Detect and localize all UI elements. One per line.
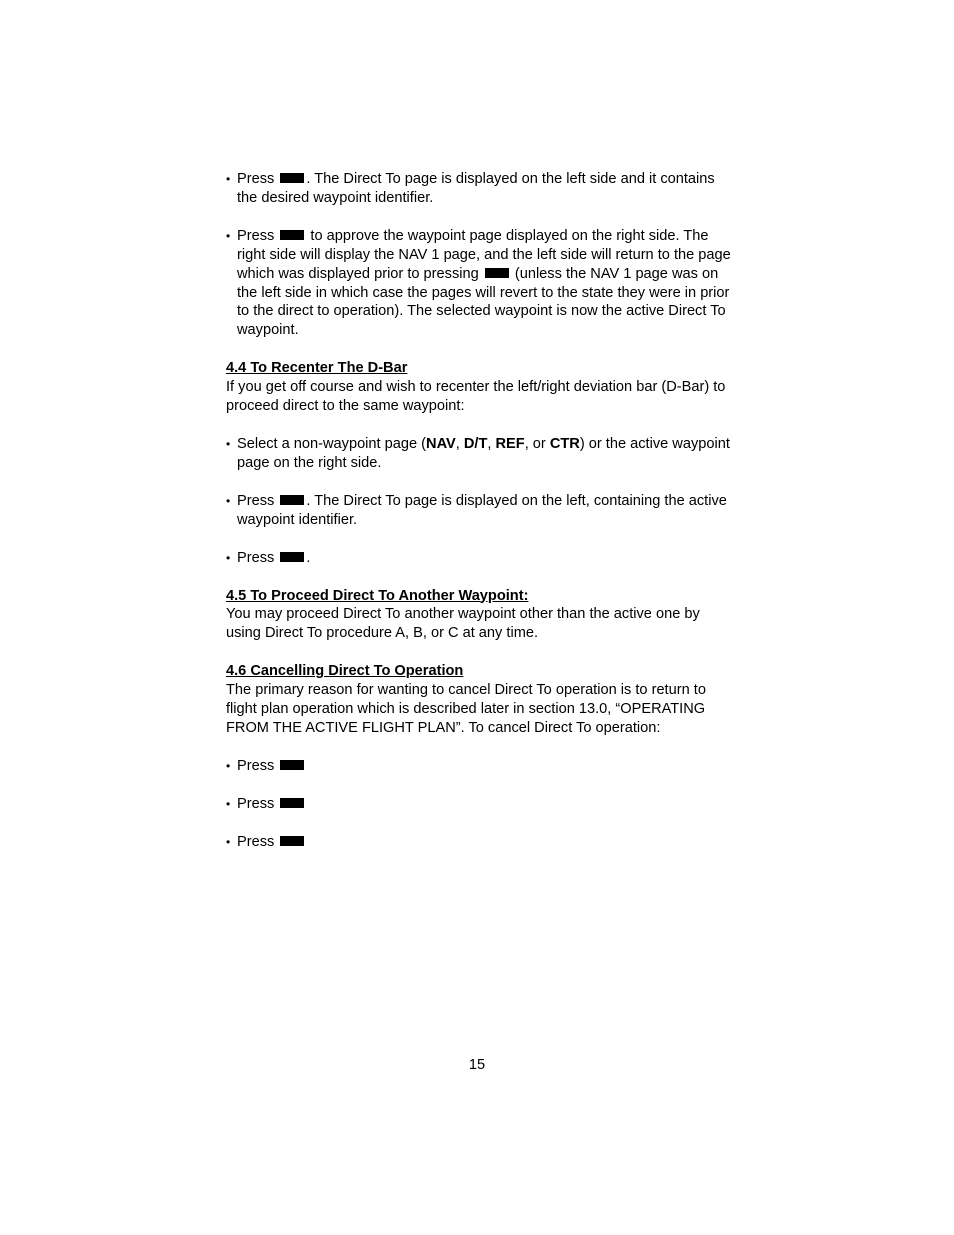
press-label: Press	[237, 227, 275, 244]
bullet-dot: •	[226, 834, 231, 849]
enter-key-icon	[280, 552, 304, 562]
direct-to-key-icon	[280, 173, 304, 183]
section-heading-4-6: 4.6 Cancelling Direct To Operation	[226, 663, 464, 680]
separator: ,	[487, 435, 496, 452]
press-label: Press	[237, 757, 275, 774]
bullet-dot: •	[226, 758, 231, 773]
bullet-dot: •	[226, 436, 231, 451]
bullet-press-key-1	[226, 757, 738, 776]
bullet-press-enter	[226, 227, 738, 340]
bullet-dot: •	[226, 493, 231, 508]
bullet-text: . The Direct To page is displayed on the left side and it contains the desired waypoint identifier.	[237, 171, 715, 206]
section-heading-4-4: 4.4 To Recenter The D-Bar	[226, 360, 408, 377]
bullet-text: . The Direct To page is displayed on the left, containing the active waypoint identifier.	[237, 492, 727, 528]
bullet-dot: •	[226, 228, 231, 243]
direct-to-key-icon	[485, 268, 509, 278]
press-label: Press	[237, 492, 275, 509]
bullet-text-suffix: ) or the active waypoint page on the right side.	[237, 435, 730, 471]
separator: , or	[524, 435, 550, 452]
bullet-press-key-2	[226, 795, 738, 814]
page-number: 15	[468, 1057, 486, 1073]
bullet-text: .	[306, 549, 311, 566]
enter-key-icon	[280, 230, 304, 240]
bullet-dot: •	[226, 550, 231, 565]
section-heading-4-5: 4.5 To Proceed Direct To Another Waypoint:	[226, 587, 529, 604]
bullet-text: to approve the waypoint page displayed on the right side. The right side will display the NAV 1 page, and the left side will return to the page which was displayed prior to pressing	[237, 227, 731, 282]
bullet-text-prefix: Select a non-waypoint page (	[237, 435, 427, 452]
press-label: Press	[237, 795, 275, 812]
section-4-6-body: The primary reason for wanting to cancel Direct To operation is to return to flight plan operation which is described later in section 13.0, “OPERATING FROM THE ACTIVE FLIGHT PLAN”. To cancel Direct To operation:	[226, 682, 706, 736]
key-icon	[280, 836, 304, 846]
press-label: Press	[237, 549, 275, 566]
direct-to-key-icon	[280, 495, 304, 505]
press-label: Press	[237, 171, 275, 187]
dt-label: D/T	[463, 435, 488, 452]
nav-label: NAV	[426, 435, 456, 452]
bullet-press-direct-to	[226, 170, 738, 208]
ctr-label: CTR	[549, 435, 580, 452]
bullet-select-page	[226, 435, 738, 473]
section-4-5-body: You may proceed Direct To another waypoint other than the active one by using Direct To procedure A, B, or C at any time.	[226, 606, 700, 642]
manual-page	[226, 170, 738, 852]
key-icon	[280, 798, 304, 808]
bullet-dot: •	[226, 796, 231, 811]
bullet-text-continued: (unless the NAV 1 page was on the left side in which case the pages will revert to the state they were in prior to the direct to operation). The selected waypoint is now the active Direct To waypoint.	[237, 265, 730, 339]
bullet-press-enter-recenter	[226, 549, 738, 568]
bullet-press-direct-to-recenter	[226, 492, 738, 530]
bullet-dot: •	[226, 172, 231, 186]
ref-label: REF	[495, 435, 525, 452]
bullet-press-key-3	[226, 833, 738, 852]
section-4-4-intro: If you get off course and wish to recenter the left/right deviation bar (D-Bar) to proceed direct to the same waypoint:	[226, 379, 726, 415]
key-icon	[280, 760, 304, 770]
press-label: Press	[237, 833, 275, 850]
separator: ,	[455, 435, 464, 452]
